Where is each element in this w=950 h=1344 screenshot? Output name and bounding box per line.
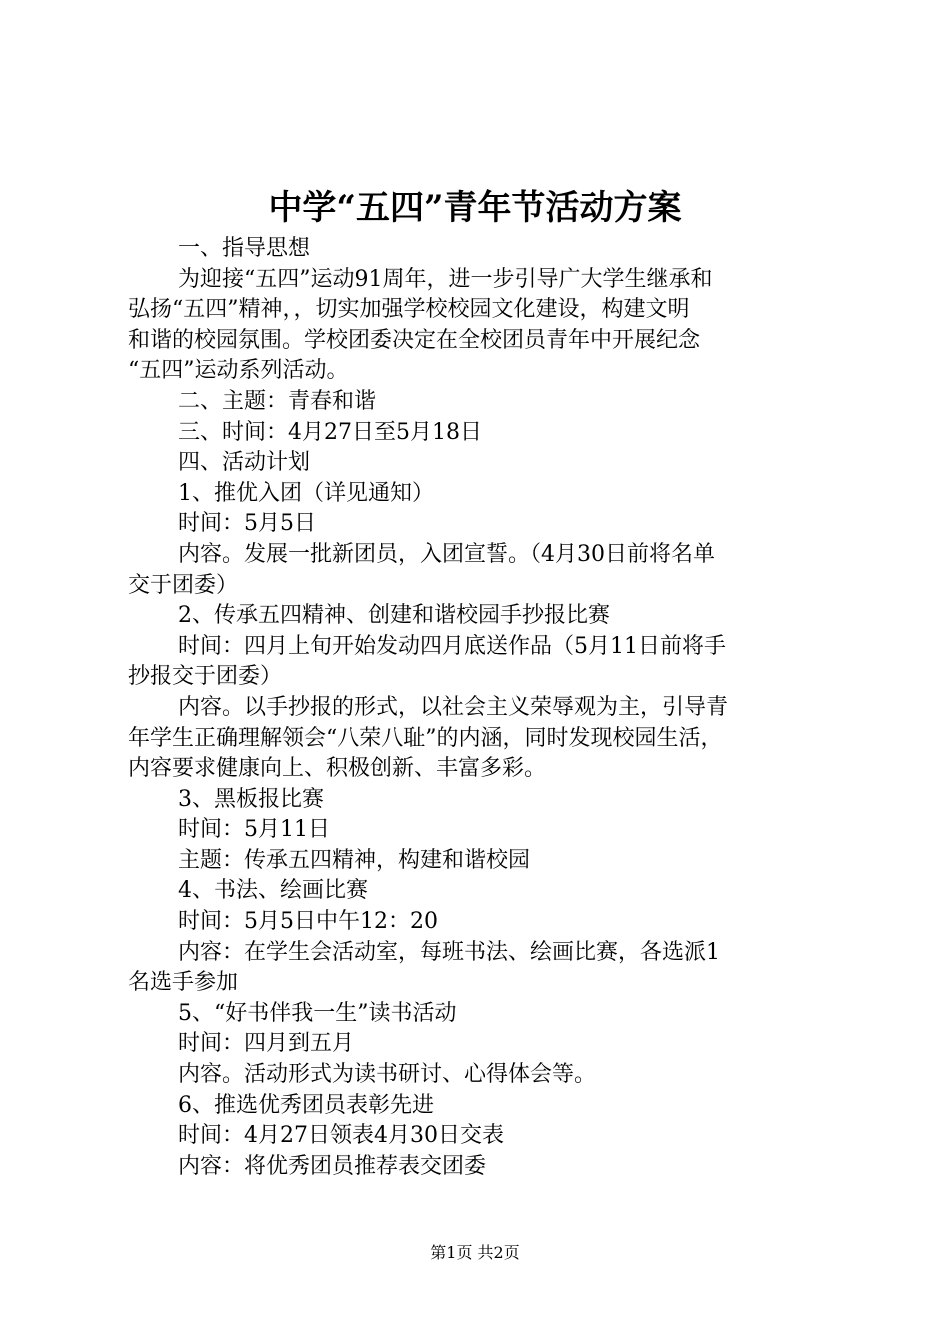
activity-heading: 2、传承五四精神、创建和谐校园手抄报比赛: [178, 603, 610, 629]
activity-content: 交于团委）: [128, 572, 239, 598]
section-heading-time: 三、时间：4月27日至5月18日: [178, 419, 482, 445]
page-number: 第1页 共2页: [430, 1243, 520, 1262]
activity-content: 内容：在学生会活动室，每班书法、绘画比赛，各选派1: [178, 939, 720, 965]
activity-heading: 1、推优入团（详见通知）: [178, 480, 434, 506]
paragraph-line: “五四”运动系列活动。: [128, 358, 349, 384]
activity-content: 内容。以手抄报的形式，以社会主义荣辱观为主，引导青: [178, 694, 729, 720]
activity-time: 时间：4月27日领表4月30日交表: [178, 1123, 504, 1149]
activity-heading: 3、黑板报比赛: [178, 786, 324, 812]
activity-time: 时间：四月到五月: [178, 1031, 355, 1057]
activity-time: 抄报交于团委）: [128, 664, 283, 690]
activity-heading: 6、推选优秀团员表彰先进: [178, 1092, 434, 1118]
activity-content: 内容。活动形式为读书研讨、心得体会等。: [178, 1062, 597, 1088]
paragraph-line: 为迎接“五四”运动91周年，进一步引导广大学生继承和: [178, 266, 713, 292]
activity-heading: 5、“好书伴我一生”读书活动: [178, 1000, 457, 1026]
activity-content: 名选手参加: [128, 970, 239, 996]
section-heading-guiding-thought: 一、指导思想: [178, 236, 311, 261]
document-body: [128, 234, 836, 1182]
activity-content: 年学生正确理解领会“八荣八耻”的内涵，同时发现校园生活，: [128, 725, 723, 751]
paragraph-line: 弘扬“五四”精神，，切实加强学校校园文化建设，构建文明: [128, 297, 690, 323]
activity-time: 时间：5月5日中午12：20: [178, 909, 438, 935]
activity-content: 内容。发展一批新团员，入团宣誓。（4月30日前将名单: [178, 541, 715, 567]
activity-time: 时间：5月5日: [178, 511, 316, 537]
paragraph-line: 和谐的校园氛围。学校团委决定在全校团员青年中开展纪念: [128, 327, 701, 353]
activity-time: 时间：5月11日: [178, 817, 330, 843]
activity-content: 内容要求健康向上、积极创新、丰富多彩。: [128, 756, 547, 782]
section-heading-plan: 四、活动计划: [178, 450, 311, 476]
activity-time: 时间：四月上旬开始发动四月底送作品（5月11日前将手: [178, 633, 726, 659]
activity-heading: 4、书法、绘画比赛: [178, 878, 368, 904]
section-heading-theme: 二、主题：青春和谐: [178, 388, 377, 414]
document-title: 中学“五四”青年节活动方案: [268, 188, 682, 228]
activity-content: 内容：将优秀团员推荐表交团委: [178, 1153, 487, 1179]
activity-theme: 主题：传承五四精神，构建和谐校园: [178, 847, 531, 873]
